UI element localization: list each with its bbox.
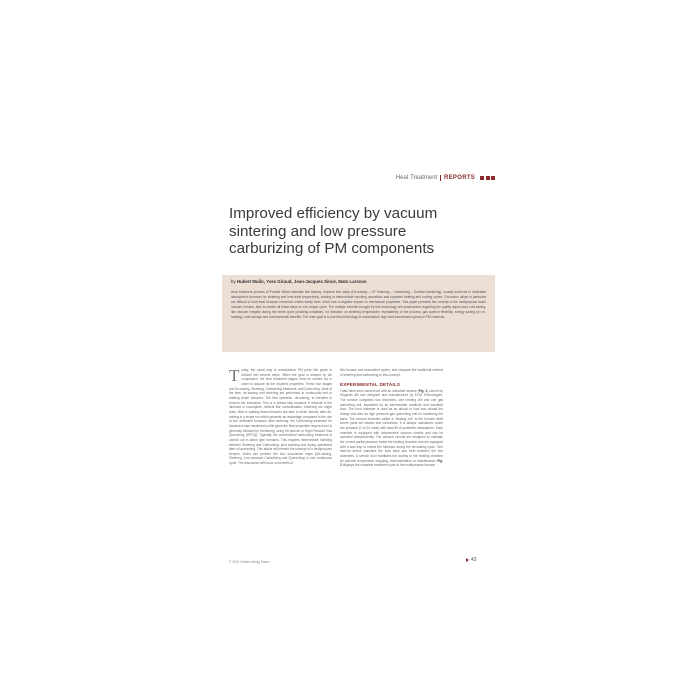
intro-text: oday, the usual way to manufacture PM parts like gears is divided into several steps. When the gear is shaped by die compaction, the final treatment stages must be carried out in order to acquire all the required properties. These four stages are De-waxing, Sintering, Carburizing treatment, and Quenching. Most of the time, de-waxing and sintering are performed in continuous belt or walking beam furnaces. The first operation, de-waxing, is intended to remove the lubricants. This is a critical step because if removal of the lubricant is incomplete, defects like contamination, blistering etc might arise. Belt or walking beam furnaces are able to sinter directly after de-waxing in a single run which presents an advantage compared to the use of two dedicated furnaces. After sintering, the Carburizing treatment for hardened case hardened profile gives the final properties required and is generally followed by Hardening, using Oil quench or High Pressure Gas Quenching (HPGQ). Typically the conventional carburizing treatment is carried out in batch type furnaces. This requires intermediate handling between Sintering and Carburizing, post washing and drying operations after oil quenching. This article will present the concept of a multipurpose furnace, which can perform the four successive steps (De-waxing, Sintering, Low pressure Carburizing and Quenching) in one continuous cycle. The discussion will focus on benefits of [229,368,332,466]
footer-page [466,557,477,563]
triangle-icon [466,558,469,562]
title-line: sintering and low pressure [229,222,407,240]
title-line: carburizing of PM components [229,240,435,258]
authors: Hubert Mulin, Yves Giraud, Jean-Jacques Since, Mats Larsson [236,279,367,284]
running-header [390,173,495,183]
page-number: 43 [471,557,477,563]
byline-prefix: by [231,279,236,284]
header-divider [440,175,441,181]
byline [231,279,367,284]
footer-copyright: © 2016 Vulkan-Verlag Essen [229,560,270,564]
abstract-box [222,275,495,352]
body-column-2 [340,368,443,468]
abstract-text: Heat treatment process of Powder Metal materials like Astaloy, requires four steps (De-waxing – HT Sintering – Carburizing – Surface-hardening), usually achieved in dedicated atmospheric furnaces for sintering and heat treat respectively, leading to intermediate handling operations and repeated heating and cooling cycles. Chromium alloys in particular are difficult to heat treat because chromium oxides easily form, which has a negative impact on mechanical properties. This paper presents the concept of the multipurpose batch vacuum furnace, able to realize all these steps in one unique cycle. The multiple benefits brought by this technology are summarized regarding the quality aspect and cost saving, like vacuum integrity during the entire cycle (avoiding oxidation), no limitation on sintering temperature, repeatability of the process, gas quench flexibility, energy saving (no re-heating), cost savings and environmental benefits. The main goal is to use this technology to manufacture high load transmission gears in PM materials. [231,290,486,319]
exp-text-b: ) owned by Höganäs AB and designed and manufactured by ECM Technologies. The furnace comprises two chambers, one heating cell and one gas quenching cell, separated by an intermediate vestibule and insulated door. The front chamber is used as an airlock to load and unload the charge and also as high pressure gas quenching unit for hardening the parts. The second chamber called a “heating cell” is the furnace itself where parts are heated and carburized. It is always maintained under low pressure (1 to 20 mbar) with back fill of protective atmosphere. Each chamber is equipped with independent vacuum circuits and can be operated independently. The vacuum circuits are designed to maintain the correct partial pressure inside the heating chamber and are equipped with a wax trap to collect the lubricant during the de-waxing cycle. One internal device transfers the load back and forth between the two chambers. A service door facilitates the access to the heating chamber for periodic temperature mapping, instrumentation or maintenance. [340,388,444,463]
title-line: Improved efficiency by vacuum [229,205,438,222]
experimental-text [340,389,443,468]
header-category: REPORTS [444,175,476,181]
header-squares-icon [479,176,495,180]
section-heading: EXPERIMENTAL DETAILS [340,382,401,388]
column-2-lead: this furnace and associated cycles, and compare the traditional method of sintering and carburizing to this concept. [340,368,443,377]
exp-text-c: displays the complete treatment cycle in the multipurpose furnace [341,463,436,468]
header-section: Heat Treatment [395,175,438,181]
article-title [229,205,479,258]
dropcap: T [229,366,240,385]
figure-2-reference[interactable]: Fig. 2 [340,458,443,468]
exp-text-a: Trials have been carried out with an industrial furnace ( [340,388,419,393]
body-column-1 [229,368,332,466]
figure-1-reference[interactable]: Fig. 1 [418,388,428,393]
